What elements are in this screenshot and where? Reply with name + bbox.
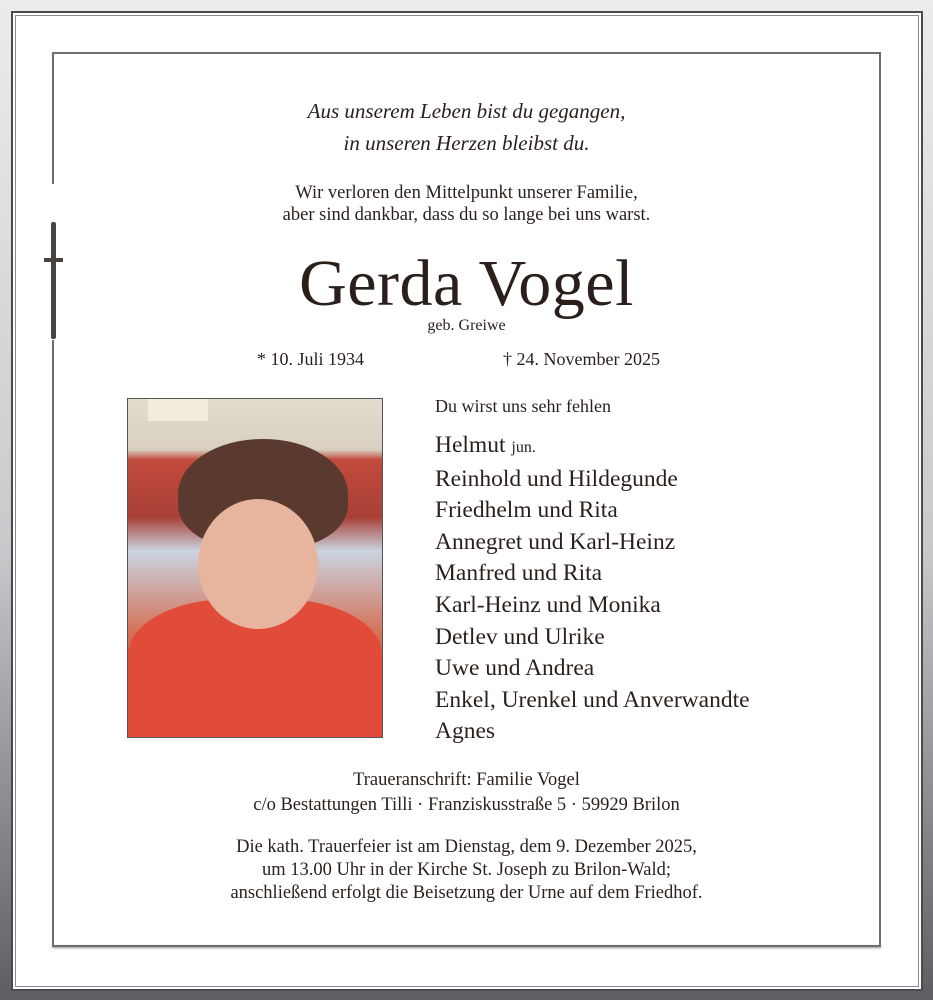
family-member: Detlev und Ulrike [435,623,605,650]
portrait-photo [127,398,383,738]
birth-name: geb. Greiwe [427,317,506,334]
family-member: Helmut jun. [435,432,536,458]
motto-line: in unseren Herzen bleibst du. [343,131,590,155]
family-list [435,430,750,748]
family-member: Enkel, Urenkel und Anverwandte [435,686,750,713]
service-line: anschließend erfolgt die Beisetzung der Urne auf dem Friedhof. [230,883,703,903]
family-member: Karl-Heinz und Monika [435,591,661,618]
frame-line [52,52,881,54]
deceased-name: Gerda Vogel [299,247,634,320]
family-member: Agnes [435,718,496,745]
family-member: Reinhold und Hildegunde [435,465,678,492]
frame-line [52,945,881,947]
intro-line: aber sind dankbar, dass du so lange bei uns warst. [282,205,651,225]
birth-date: * 10. Juli 1934 [257,349,365,369]
service-line: um 13.00 Uhr in der Kirche St. Joseph zu Brilon-Wald; [261,860,672,880]
family-member: Friedhelm und Rita [435,497,618,524]
miss-line: Du wirst uns sehr fehlen [435,396,611,416]
address-line: c/o Bestattungen Tilli · Franziskusstraße 5 · 59929 Brilon [253,795,680,815]
service-line: Die kath. Trauerfeier ist am Dienstag, dem 9. Dezember 2025, [236,837,697,857]
family-member: Annegret und Karl-Heinz [435,528,676,555]
family-member: Uwe und Andrea [435,655,595,682]
intro-line: Wir verloren den Mittelpunkt unserer Familie, [295,183,638,203]
family-member: Manfred und Rita [435,560,603,587]
death-date: † 24. November 2025 [503,349,660,369]
motto-line: Aus unserem Leben bist du gegangen, [307,99,626,123]
address-line: Traueranschrift: Familie Vogel [353,770,580,790]
